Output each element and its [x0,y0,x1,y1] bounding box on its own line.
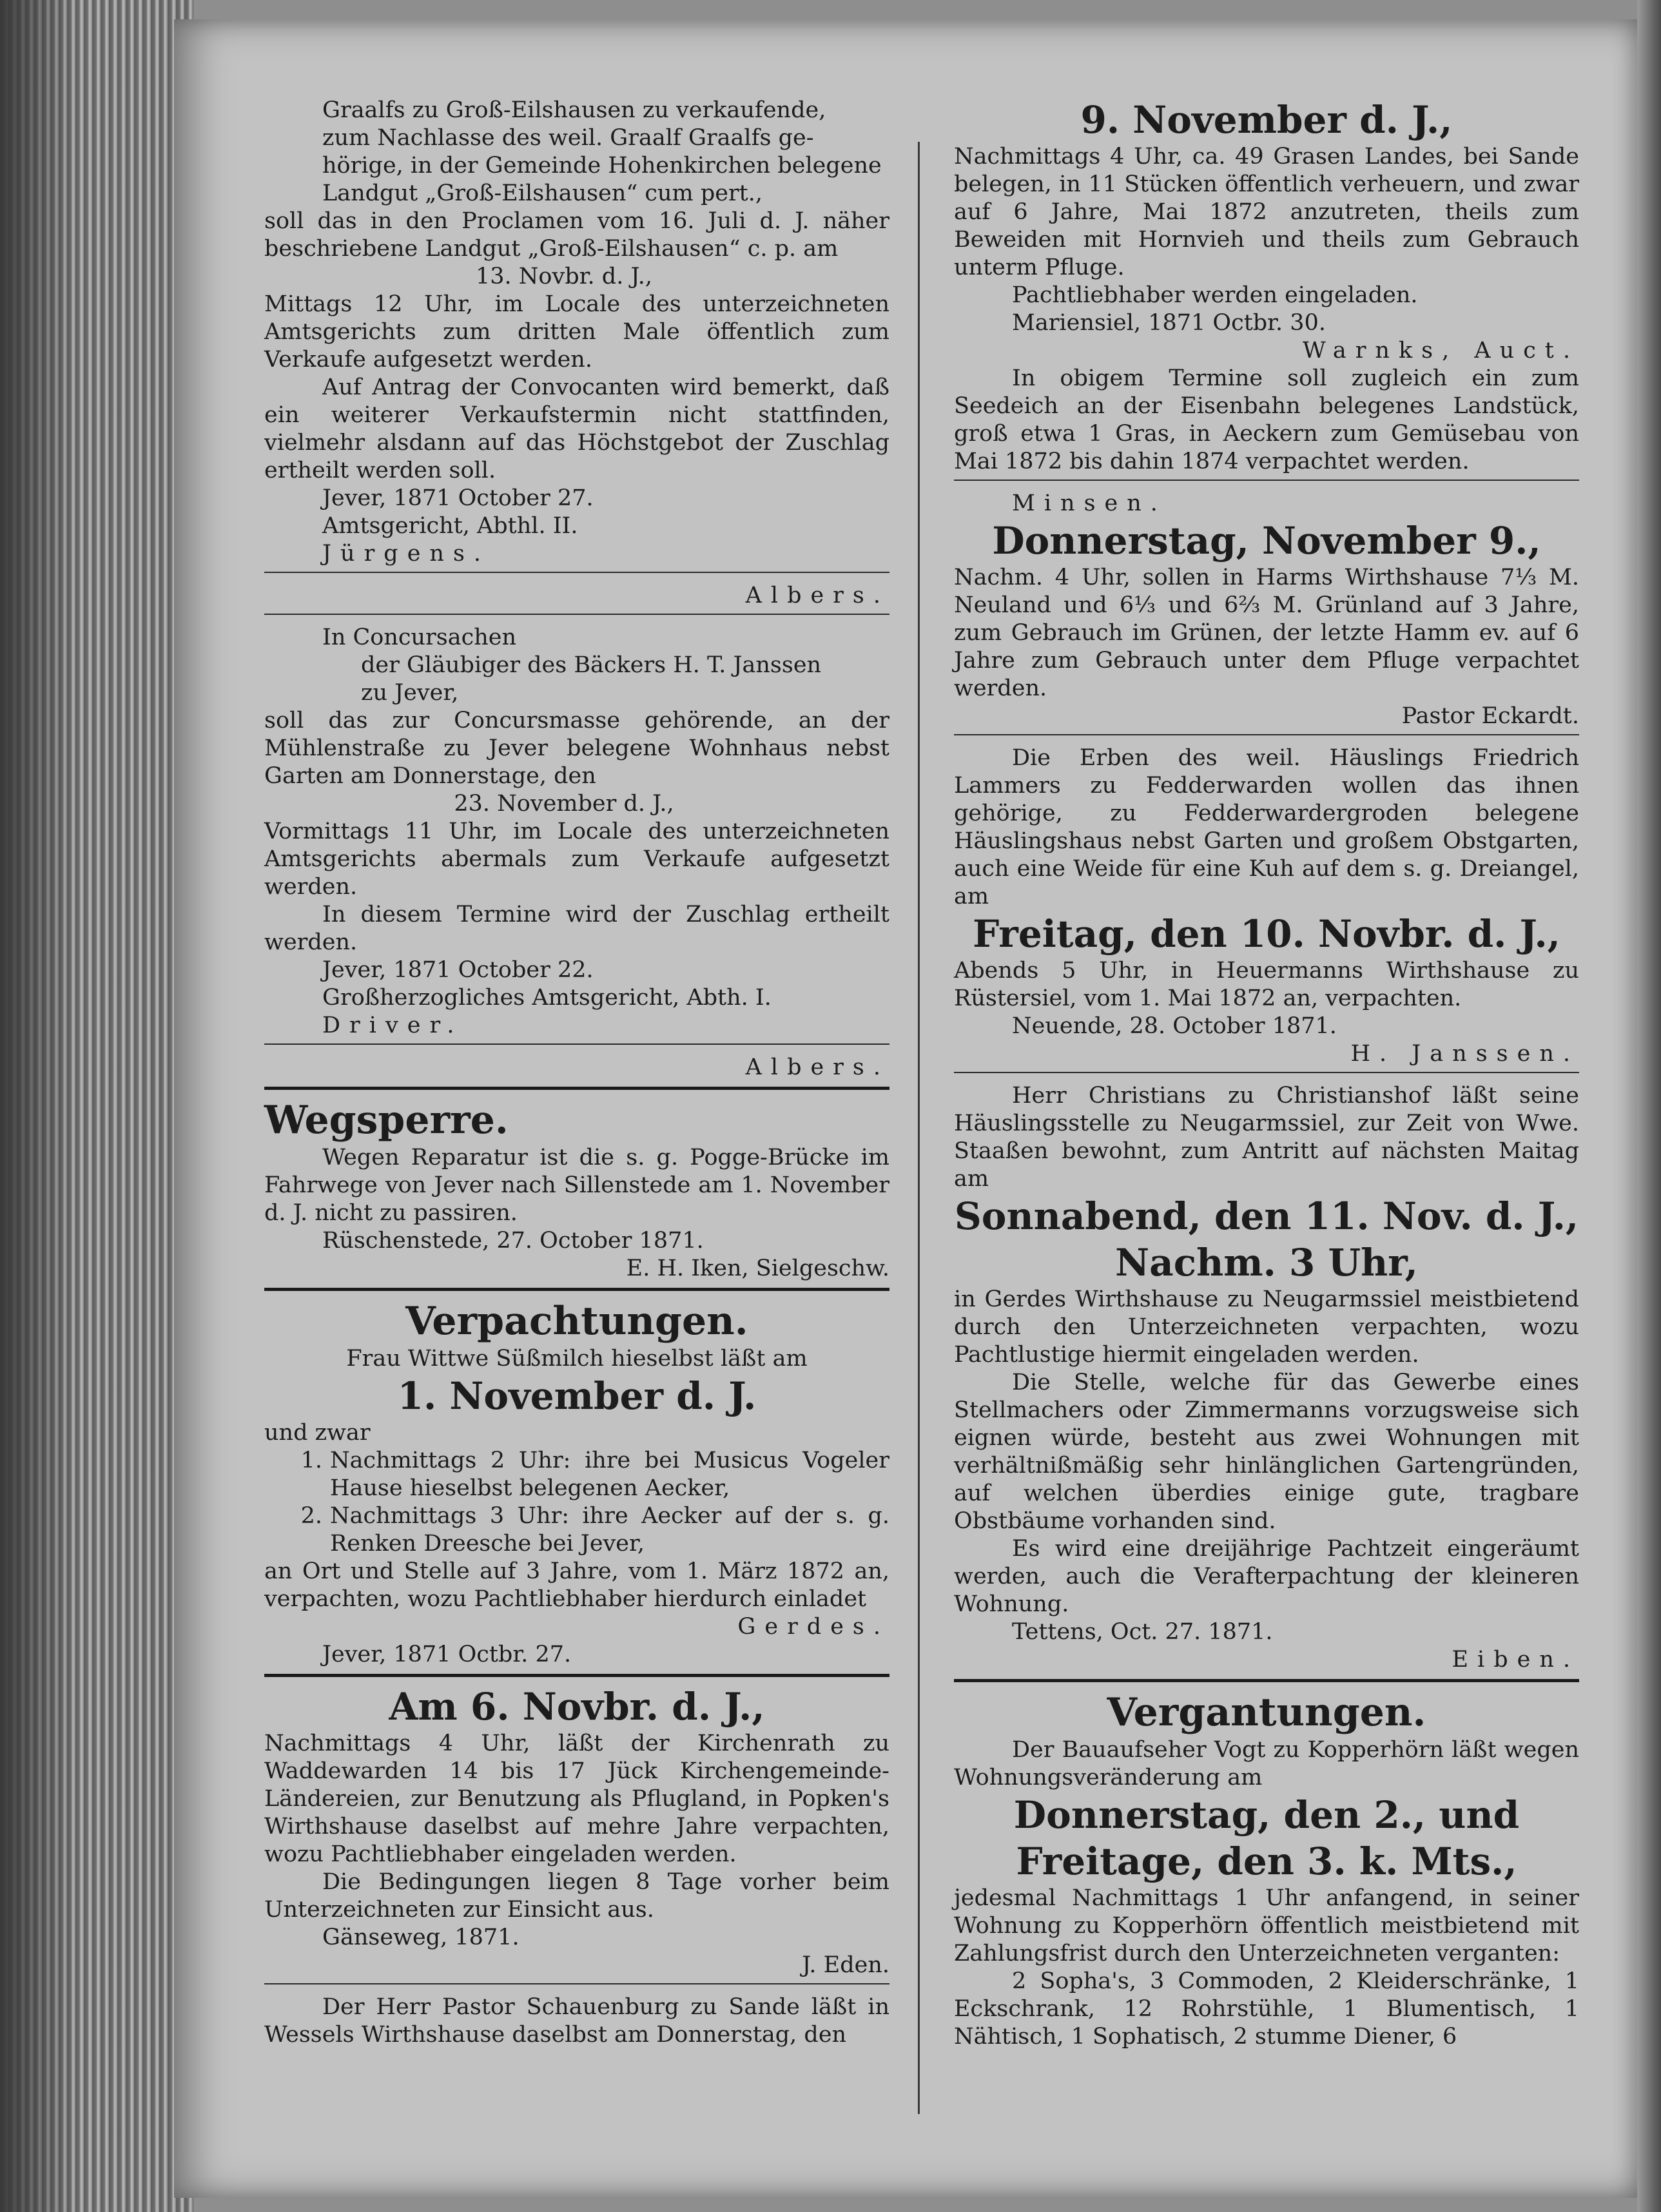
signature: Albers. [745,1054,889,1080]
separator [954,480,1579,481]
notice-body: Nachm. 4 Uhr, sollen in Harms Wirthshause 7⅓ M. Neuland und 6⅓ und 6⅔ M. Grünland auf 3 Jahre, zum Gebrauch im Grünen, der letzte Hamm ev. auf 6 Jahre zum Gebrauch unter dem Pfluge verpachtet werden. [954,565,1579,701]
signature: E. H. Iken, Sielgeschw. [626,1256,889,1281]
notice-body: Es wird eine dreijährige Pachtzeit eingeräumt werden, auch die Verafterpachtung der kleineren Wohnung. [954,1536,1579,1617]
notice-date: 23. November d. J., [454,791,674,817]
notice-date: 1. November d. J. [397,1374,757,1418]
place-date: Jever, 1871 October 27. [322,485,594,511]
place-date: Neuende, 28. October 1871. [1012,1013,1337,1039]
separator [954,1679,1579,1682]
notice-body: Mittags 12 Uhr, im Locale des unterzeichneten Amtsgerichts zum dritten Male öffentlich zum Verkaufe aufgesetzt werden. [264,291,889,373]
notice-body: Nachmittags 4 Uhr, läßt der Kirchenrath zu Waddewarden 14 bis 17 Jück Kirchengemeinde-Ländereien, zur Benutzung als Pflugland, in Popken's Wirthshause daselbst auf mehre Jahre verpachten, wozu Pachtliebhaber eingeladen werden. [264,1731,889,1867]
intro-line: zum Nachlasse des weil. Graalf Graalfs ge- [322,125,814,151]
intro-line: hörige, in der Gemeinde Hohenkirchen belegene [322,153,882,179]
notice-minsen [954,490,1579,730]
separator [954,1072,1579,1073]
notice-verpachtungen [264,1297,889,1669]
notice-body: Pachtliebhaber werden eingeladen. [1012,282,1418,308]
item-text: Nachmittags 2 Uhr: ihre bei Musicus Vogeler Hause hieselbst belegenen Aecker, [330,1448,889,1501]
notice-body: Herr Christians zu Christianshof läßt seine Häuslingsstelle zu Neugarmssiel, zur Zeit von Wwe. Staaßen bewohnt, zum Antritt auf nächsten Maitag am [954,1083,1579,1192]
signature: Pastor Eckardt. [1401,703,1579,729]
notice-date: Donnerstag, den 2., und Freitage, den 3. k. Mts., [1013,1793,1520,1883]
notice-body: soll das in den Proclamen vom 16. Juli d. J. näher beschriebene Landgut „Groß-Eilshausen“ c. p. am [264,208,889,262]
notice-body: Wegen Reparatur ist die s. g. Pogge-Brücke im Fahrwege von Jever nach Sillenstede am 1. November d. J. nicht zu passiren. [264,1145,889,1226]
notice-date: Freitag, den 10. Novbr. d. J., [973,912,1560,956]
left-column [264,97,889,2049]
notice-body: in Gerdes Wirthshause zu Neugarmssiel meistbietend durch den Unterzeichneten verpachten, wozu Pachtlustige hiermit eingeladen werden. [954,1286,1579,1368]
court-name: Großherzogliches Amtsgericht, Abth. I. [322,985,772,1011]
separator [264,1983,889,1984]
notice-body: Die Erben des weil. Häuslings Friedrich Lammers zu Fedderwarden wollen das ihnen gehörige, zu Fedderwardergroden belegene Häuslingshaus nebst Garten und großem Obstgarten, auch eine Weide für eine Kuh auf dem s. g. Dreiangel, am [954,745,1579,909]
notice-body: In obigem Termine soll zugleich ein zum Seedeich an der Eisenbahn belegenes Landstück, groß etwa 1 Gras, in Aeckern zum Gemüsebau von Mai 1872 bis dahin 1874 verpachtet werden. [954,365,1579,474]
notice-date: 9. November d. J., [1080,98,1453,142]
separator [264,1087,889,1090]
notice-gross-eilshausen [264,97,889,610]
notice-body: soll das zur Concursmasse gehörende, an der Mühlenstraße zu Jever belegene Wohnhaus nebst Garten am Donnerstage, den [264,708,889,789]
notice-body: 2 Sopha's, 3 Commoden, 2 Kleiderschränke, 1 Eckschrank, 12 Rohrstühle, 1 Blumentisch, 1 Nähtisch, 1 Sophatisch, 2 stumme Diener, 6 [954,1968,1579,2050]
signature: J. Eden. [802,1952,889,1978]
right-page-edge [1637,0,1661,2212]
notice-line: und zwar [264,1420,371,1446]
notice-vergantungen [954,1689,1579,2051]
separator [954,734,1579,735]
place-date: Jever, 1871 October 22. [322,957,594,983]
separator [264,1043,889,1045]
binding-shadow [0,0,77,2212]
signature: H. Janssen. [1350,1041,1579,1067]
place-date: Mariensiel, 1871 Octbr. 30. [1012,310,1326,336]
separator [264,572,889,573]
notice-body: Abends 5 Uhr, in Heuermanns Wirthshause zu Rüstersiel, vom 1. Mai 1872 an, verpachten. [954,958,1579,1011]
notice-body: Auf Antrag der Convocanten wird bemerkt, daß ein weiterer Verkaufstermin nicht stattfinden, vielmehr alsdann auf das Höchstgebot der Zuschlag ertheilt werden soll. [264,374,889,483]
notice-body: Der Bauaufseher Vogt zu Kopperhörn läßt wegen Wohnungsveränderung am [954,1737,1579,1790]
notice-place: Minsen. [1012,490,1167,516]
notice-date: Donnerstag, November 9., [992,519,1541,563]
separator [264,1288,889,1291]
notice-body: Frau Wittwe Süßmilch hieselbst läßt am [346,1346,808,1372]
column-divider [918,142,920,2114]
place-date: Rüschenstede, 27. October 1871. [322,1228,704,1254]
notice-sande-grasen [954,97,1579,476]
signature: Warnks, Auct. [1302,338,1579,364]
signature: Albers. [745,583,889,608]
notice-schauenburg [264,1994,889,2049]
item-number: 2. [300,1503,322,1529]
notice-time: Nachm. 3 Uhr, [1115,1241,1418,1285]
notice-waddewarden [264,1683,889,1979]
signature: Eiben. [1452,1647,1579,1673]
notice-line: der Gläubiger des Bäckers H. T. Janssen [361,652,822,678]
notice-body: In diesem Termine wird der Zuschlag ertheilt werden. [264,902,889,955]
notice-line: In Concursachen [322,625,516,650]
notice-christianshof [954,1082,1579,1674]
signature: Gerdes. [737,1614,889,1640]
notice-date: 13. Novbr. d. J., [475,264,653,289]
place-date: Tettens, Oct. 27. 1871. [1012,1619,1273,1645]
notice-title: Wegsperre. [264,1098,509,1143]
signature: Jürgens. [322,541,491,567]
notice-wegsperre [264,1096,889,1283]
notice-date: Sonnabend, den 11. Nov. d. J., [954,1194,1579,1238]
notice-body: Nachmittags 4 Uhr, ca. 49 Grasen Landes, bei Sande belegen, in 11 Stücken öffentlich verheuern, und zwar auf 6 Jahre, Mai 1872 anzutreten, theils zum Beweiden mit Hornvieh und theils zum Gebrauch unterm Pfluge. [954,144,1579,280]
place-date: Gänseweg, 1871. [322,1925,520,1950]
notice-date: Am 6. Novbr. d. J., [389,1685,765,1729]
separator [264,1674,889,1677]
notice-body: Die Stelle, welche für das Gewerbe eines Stellmachers oder Zimmermanns vorzugsweise sich eignen würde, besteht aus zwei Wohnungen mit verhältnißmäßig sehr hinlänglichen Gartengründen, auf welchen überdies einige gute, tragbare Obstbäume vorhanden sind. [954,1370,1579,1534]
notice-lammers [954,744,1579,1068]
court-name: Amtsgericht, Abthl. II. [322,513,578,539]
list-item [264,1447,889,1502]
notice-body: Die Bedingungen liegen 8 Tage vorher beim Unterzeichneten zur Einsicht aus. [264,1869,889,1923]
notice-concurs-janssen [264,624,889,1082]
item-text: Nachmittags 3 Uhr: ihre Aecker auf der s. g. Renken Dreesche bei Jever, [330,1503,889,1557]
place-date: Jever, 1871 Octbr. 27. [322,1642,572,1667]
item-number: 1. [300,1448,322,1473]
notice-body: an Ort und Stelle auf 3 Jahre, vom 1. März 1872 an, verpachten, wozu Pachtliebhaber hierdurch einladet [264,1558,889,1612]
intro-line: Landgut „Groß-Eilshausen“ cum pert., [322,180,763,206]
notice-body: Vormittags 11 Uhr, im Locale des unterzeichneten Amtsgerichts abermals zum Verkaufe aufgesetzt werden. [264,819,889,900]
notice-body: Der Herr Pastor Schauenburg zu Sande läßt in Wessels Wirthshause daselbst am Donnerstag, den [264,1994,889,2048]
section-heading: Verpachtungen. [405,1299,748,1344]
section-heading: Vergantungen. [1107,1690,1426,1735]
right-column [954,97,1579,2051]
notice-line: zu Jever, [361,680,459,706]
separator [264,614,889,615]
intro-line: Graalfs zu Groß-Eilshausen zu verkaufende, [322,97,826,123]
list-item [264,1502,889,1558]
signature: Driver. [322,1013,463,1038]
notice-body: jedesmal Nachmittags 1 Uhr anfangend, in seiner Wohnung zu Kopperhörn öffentlich meistbietend mit Zahlungsfrist durch den Unterzeichneten verganten: [954,1885,1579,1966]
